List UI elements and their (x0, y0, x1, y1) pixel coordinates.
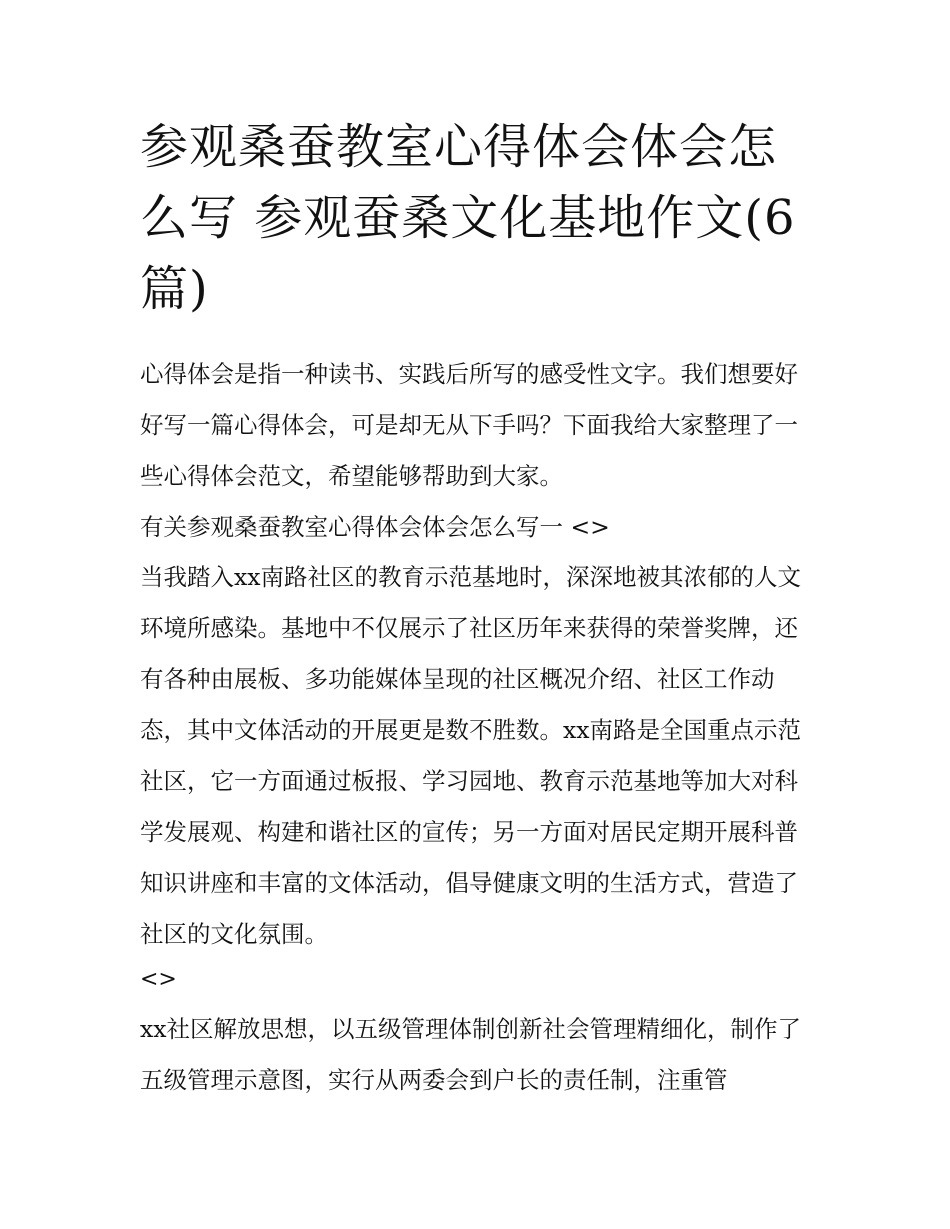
body-paragraph-2: xx社区解放思想，以五级管理体制创新社会管理精细化，制作了五级管理示意图，实行从两委会到户长的责任制，注重管 (140, 1015, 802, 1094)
intro-paragraph: 心得体会是指一种读书、实践后所写的感受性文字。我们想要好好写一篇心得体会，可是却无从下手吗？下面我给大家整理了一些心得体会范文，希望能够帮助到大家。 (140, 360, 798, 490)
body-paragraph-1: 当我踏入xx南路社区的教育示范基地时，深深地被其浓郁的人文环境所感染。基地中不仅展示了社区历年来获得的荣誉奖牌，还有各种由展板、多功能媒体呈现的社区概况介绍、社区工作动态，其中文体活动的开展更是数不胜数。xx南路是全国重点示范社区，它一方面通过板报、学习园地、教育示范基地等加大对科学发展观、构建和谐社区的宣传；另一方面对居民定期开展科普知识讲座和丰富的文体活动，倡导健康文明的生活方式，营造了社区的文化氛围。 (140, 563, 802, 948)
document-title: 参观桑蚕教室心得体会体会怎么写 参观蚕桑文化基地作文(6篇) (140, 119, 796, 317)
section-heading: 有关参观桑蚕教室心得体会体会怎么写一 <> (140, 513, 610, 541)
empty-marker: <> (140, 967, 177, 992)
document-page (140, 112, 820, 1106)
